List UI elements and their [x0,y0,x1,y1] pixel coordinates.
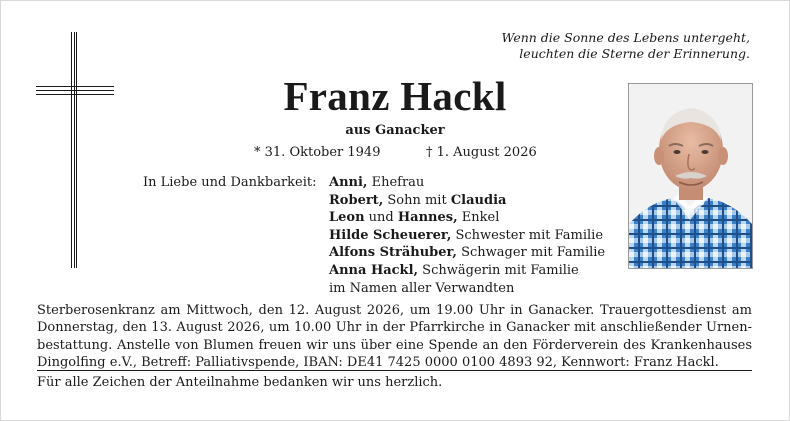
mourner-row: Leon und Hannes, Enkel [329,210,500,226]
deceased-name: Franz Hackl [283,73,507,119]
mourner-row: Anni, Ehefrau [329,175,425,190]
thanks-text: Für alle Zeichen der Anteilnahme bedanken wir uns herzlich. [37,375,443,390]
funeral-notice [37,302,752,372]
quote-line-1: Wenn die Sonne des Lebens untergeht, [501,30,750,45]
notice-line: bestattung. Anstelle von Blumen freuen wir uns über eine Spende an den Förderverein des Krankenhauses [37,337,752,353]
mourners-label: In Liebe und Dankbarkeit: [143,175,317,190]
mourner-row: Anna Hackl, Schwägerin mit Familie [329,262,579,278]
notice-line: Donnerstag, den 13. August 2026, um 10.00 Uhr in der Pfarrkirche in Ganacker mit anschließender Urnen- [37,320,752,336]
birth-date: * 31. Oktober 1949 [254,145,381,160]
christian-cross-icon [36,32,114,268]
mourner-row: Robert, Sohn mit Claudia [329,192,507,208]
mourner-row: Alfons Strähuber, Schwager mit Familie [329,245,606,261]
mourners-list [329,174,605,297]
notice-line: Dingolfing e.V., Betreff: Palliativspende, IBAN: DE41 7425 0000 0100 4893 92, Kennwort: Franz Hackl. [37,355,719,371]
memorial-quote [450,30,750,62]
mourner-row: Hilde Scheuerer, Schwester mit Familie [329,227,604,243]
deceased-origin: aus Ganacker [345,123,445,138]
quote-line-2: leuchten die Sterne der Erinnerung. [519,46,750,61]
portrait-photo [628,83,753,269]
notice-line: Sterberosenkranz am Mittwoch, den 12. August 2026, um 19.00 Uhr in Ganacker. Trauergottesdienst am [37,303,752,318]
divider [37,370,752,371]
mourner-row: im Namen aller Verwandten [329,280,515,296]
death-date: † 1. August 2026 [426,145,537,160]
